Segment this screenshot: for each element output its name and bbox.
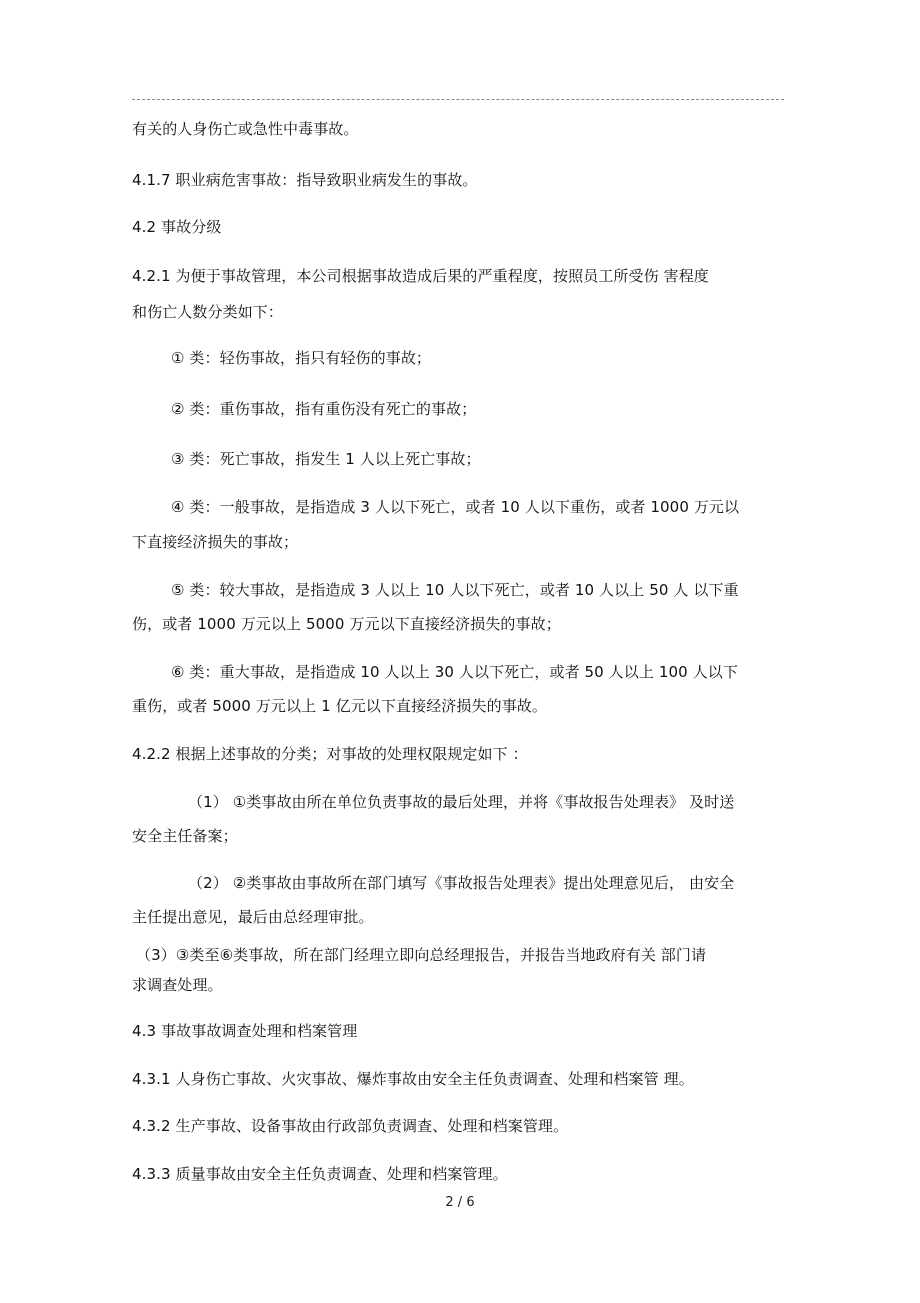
rule-1-item-continued: 安全主任备案； <box>132 827 238 845</box>
rule-3-item-continued: 求调查处理。 <box>132 976 223 994</box>
section-4-1-7-line: 4.1.7 职业病危害事故：指导致职业病发生的事故。 <box>132 171 478 189</box>
header-divider <box>132 99 784 100</box>
rule-2-item-continued: 主任提出意见，最后由总经理审批。 <box>132 908 374 926</box>
class-5-item: ⑤ 类：较大事故，是指造成 3 人以上 10 人以下死亡，或者 10 人以上 50 人 以下重 <box>171 581 739 599</box>
section-4-2-heading: 4.2 事故分级 <box>132 218 222 236</box>
section-4-2-1-line: 4.2.1 为便于事故管理，本公司根据事故造成后果的严重程度，按照员工所受伤 害程度 <box>132 267 709 285</box>
section-4-3-1-line: 4.3.1 人身伤亡事故、火灾事故、爆炸事故由安全主任负责调查、处理和档案管 理。 <box>132 1070 694 1088</box>
section-4-3-3-line: 4.3.3 质量事故由安全主任负责调查、处理和档案管理。 <box>132 1165 508 1183</box>
class-6-item: ⑥ 类：重大事故，是指造成 10 人以上 30 人以下死亡，或者 50 人以上 100 人以下 <box>171 663 738 681</box>
rule-2-item: （2） ②类事故由事故所在部门填写《事故报告处理表》提出处理意见后， 由安全 <box>188 874 735 892</box>
class-6-item-continued: 重伤，或者 5000 万元以上 1 亿元以下直接经济损失的事故。 <box>132 697 547 715</box>
paragraph-line: 有关的人身伤亡或急性中毒事故。 <box>132 120 359 138</box>
rule-1-item: （1） ①类事故由所在单位负责事故的最后处理，并将《事故报告处理表》 及时送 <box>188 793 735 811</box>
class-4-item-continued: 下直接经济损失的事故； <box>132 533 299 551</box>
section-4-2-2-line: 4.2.2 根据上述事故的分类；对事故的处理权限规定如下 ： <box>132 745 528 763</box>
section-4-3-heading: 4.3 事故事故调查处理和档案管理 <box>132 1022 358 1040</box>
section-4-3-2-line: 4.3.2 生产事故、设备事故由行政部负责调查、处理和档案管理。 <box>132 1117 569 1135</box>
class-4-item: ④ 类：一般事故，是指造成 3 人以下死亡，或者 10 人以下重伤，或者 1000 万元以 <box>171 498 740 516</box>
class-3-item: ③ 类：死亡事故，指发生 1 人以上死亡事故； <box>171 450 481 468</box>
class-1-item: ① 类：轻伤事故，指只有轻伤的事故； <box>171 349 432 367</box>
class-5-item-continued: 伤，或者 1000 万元以上 5000 万元以下直接经济损失的事故； <box>132 615 561 633</box>
rule-3-item: （3）③类至⑥类事故，所在部门经理立即向总经理报告，并报告当地政府有关 部门请 <box>136 946 707 964</box>
page-number: 2 / 6 <box>445 1195 475 1210</box>
class-2-item: ② 类：重伤事故，指有重伤没有死亡的事故； <box>171 400 477 418</box>
section-4-2-1-line-continued: 和伤亡人数分类如下： <box>132 303 284 321</box>
